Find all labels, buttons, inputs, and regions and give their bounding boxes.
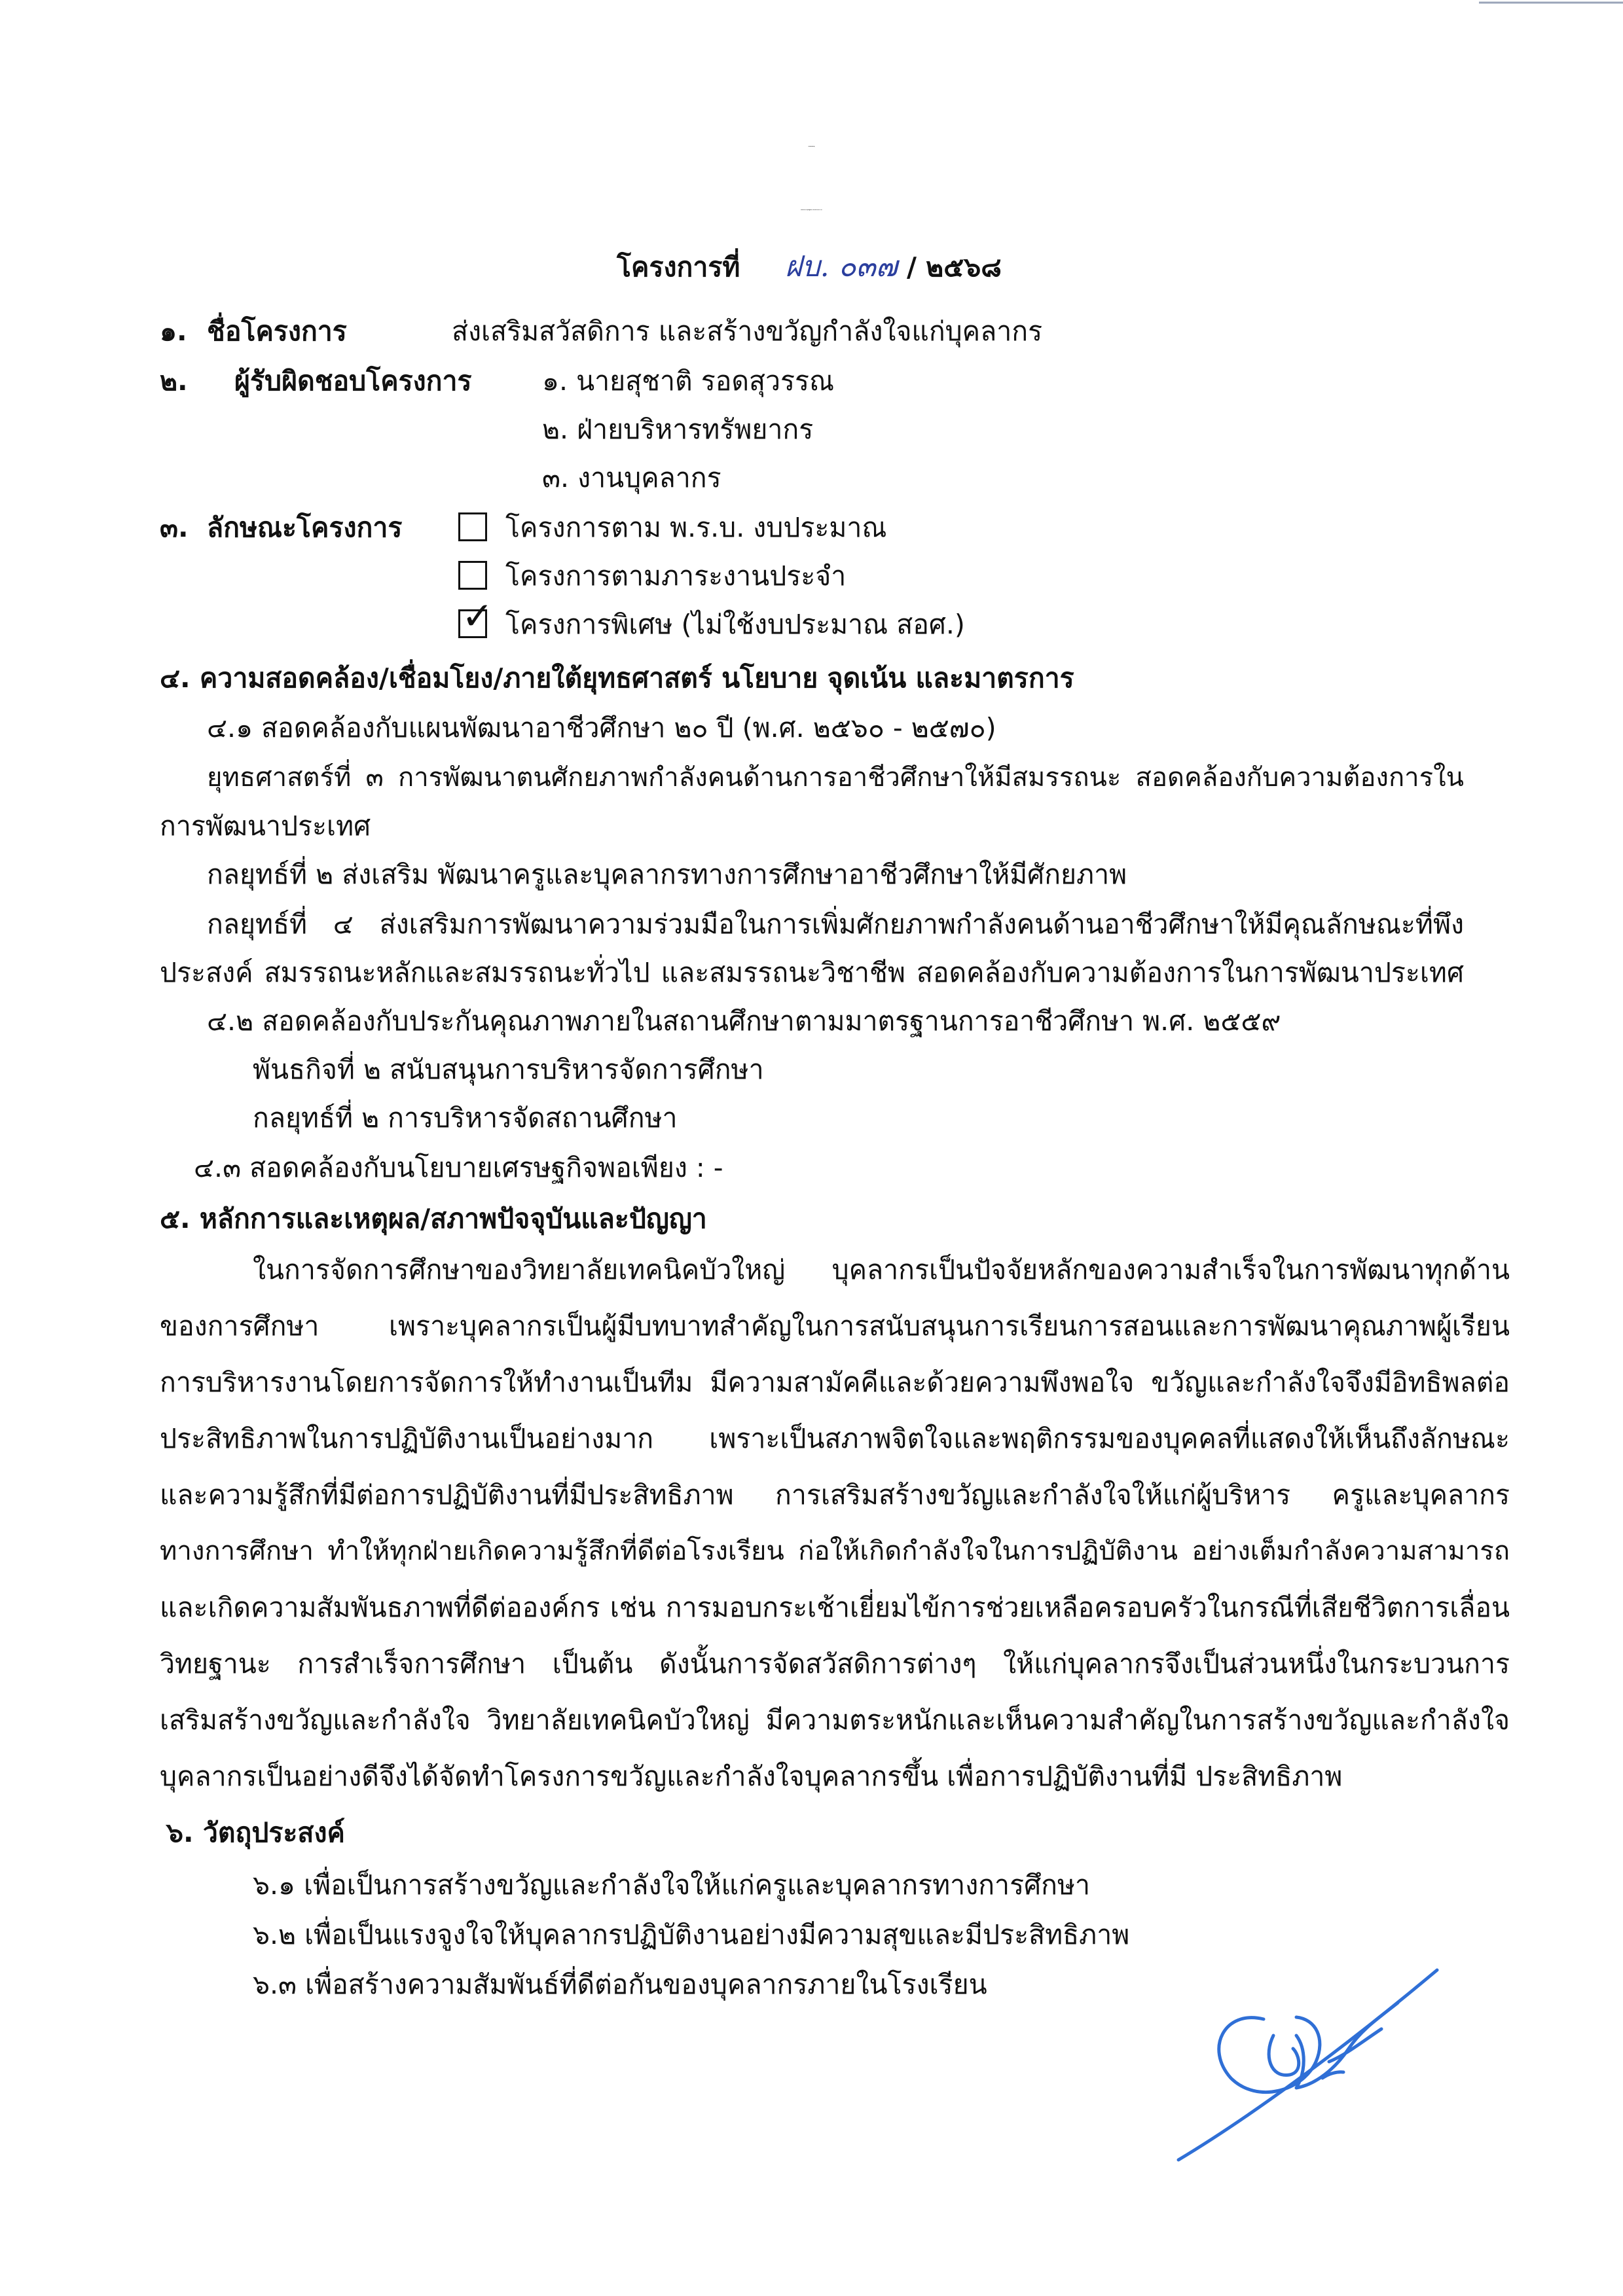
s5-paragraph-line: การบริหารงานโดยการจัดการให้ทำงานเป็นทีม มีความสามัคคีและด้วยความพึงพอใจ ขวัญและกำลังใจจึงมีอิทธิพลต่อ (160, 1367, 1510, 1398)
s4-line: ๔.๑ สอดคล้องกับแผนพัฒนาอาชีวศึกษา ๒๐ ปี (พ.ศ. ๒๕๖๐ - ๒๕๗๐) (207, 712, 996, 744)
check-icon: ✓ (462, 594, 494, 638)
s4-line: กลยุทธ์ที่ ๔ ส่งเสริมการพัฒนาความร่วมมือในการเพิ่มศักยภาพกำลังคนด้านอาชีวศึกษาให้มีคุณลักษณะที่พึง (207, 908, 1464, 940)
s3-option-label: โครงการพิเศษ (ไม่ใช้งบประมาณ สอศ.) (505, 609, 965, 640)
s5-paragraph-line: เสริมสร้างขวัญและกำลังใจ วิทยาลัยเทคนิคบัวใหญ่ มีความตระหนักและเห็นความสำคัญในการสร้างขวัญและกำลังใจ (160, 1704, 1510, 1736)
checkbox-checked[interactable] (458, 594, 494, 638)
s2-item: ๑. นายสุชาติ รอดสุวรรณ (542, 365, 835, 397)
signature-icon (1165, 1957, 1440, 2166)
s5-paragraph-line: ของการศึกษา เพราะบุคลากรเป็นผู้มีบทบาทสำคัญในการสนับสนุนการเรียนการสอนและการพัฒนาคุณภาพผู้เรียน (160, 1310, 1510, 1342)
s6-item: ๖.๓ เพื่อสร้างความสัมพันธ์ที่ดีต่อกันของบุคลากรภายในโรงเรียน (253, 1969, 987, 2000)
project-number-line (617, 247, 1002, 287)
s4-line: พันธกิจที่ ๒ สนับสนุนการบริหารจัดการศึกษา (253, 1054, 764, 1085)
checkbox-unchecked[interactable] (458, 561, 487, 590)
s5-paragraph-line: บุคลากรเป็นอย่างดีจึงได้จัดทำโครงการขวัญและกำลังใจบุคลากรขึ้น เพื่อการปฏิบัติงานที่มี ประสิทธิภาพ (160, 1761, 1343, 1792)
s3-option-label: โครงการตามภาระงานประจำ (505, 560, 847, 592)
scan-edge-mark (1479, 0, 1623, 9)
s2-label: ผู้รับผิดชอบโครงการ (234, 365, 472, 397)
s2-number: ๒. (160, 365, 188, 397)
s6-heading: ๖. วัตถุประสงค์ (166, 1817, 345, 1848)
project-number-label: โครงการที่ (617, 251, 740, 283)
project-number-year: / ๒๕๖๘ (906, 251, 1002, 283)
s5-paragraph-line: และเกิดความสัมพันธภาพที่ดีต่อองค์กร เช่น การมอบกระเช้าเยี่ยมไข้การช่วยเหลือครอบครัวในกรณีที่เสียชีวิตการเลื่อน (160, 1592, 1510, 1623)
s3-option-routine[interactable] (458, 556, 846, 596)
s4-line: ยุทธศาสตร์ที่ ๓ การพัฒนาตนศักยภาพกำลังคนด้านการอาชีวศึกษาให้มีสมรรถนะ สอดคล้องกับความต้องการใน (207, 762, 1464, 793)
s4-line: ประสงค์ สมรรถนะหลักและสมรรถนะทั่วไป และสมรรถนะวิชาชีพ สอดคล้องกับความต้องการในการพัฒนาประเทศ (160, 957, 1464, 988)
project-number-handwritten: ฝบ. ๐๓๗ (784, 250, 898, 283)
s5-paragraph-line: ทางการศึกษา ทำให้ทุกฝ่ายเกิดความรู้สึกที่ดีต่อโรงเรียน ก่อให้เกิดกำลังใจในการปฏิบัติงาน อย่างเต็มกำลังความสามารถ (160, 1536, 1510, 1566)
s4-line: กลยุทธ์ที่ ๒ ส่งเสริม พัฒนาครูและบุคลากรทางการศึกษาอาชีวศึกษาให้มีศักยภาพ (207, 859, 1127, 890)
s4-line: ๔.๓ สอดคล้องกับนโยบายเศรษฐกิจพอเพียง : - (194, 1152, 723, 1183)
s3-option-label: โครงการตาม พ.ร.บ. งบประมาณ (505, 512, 887, 543)
s3-label: ลักษณะโครงการ (207, 512, 403, 543)
s3-option-budget-act[interactable] (458, 508, 886, 547)
s6-item: ๖.๒ เพื่อเป็นแรงจูงใจให้บุคลากรปฏิบัติงานอย่างมีความสุขและมีประสิทธิภาพ (253, 1919, 1130, 1950)
s5-paragraph-line: ประสิทธิภาพในการปฏิบัติงานเป็นอย่างมาก เพราะเป็นสภาพจิตใจและพฤติกรรมของบุคคลที่แสดงให้เห็นถึงลักษณะ (160, 1423, 1510, 1454)
s5-paragraph-line: วิทยฐานะ การสำเร็จการศึกษา เป็นต้น ดังนั้นการจัดสวัสดิการต่างๆ ให้แก่บุคลากรจึงเป็นส่วนหนึ่งในกระบวนการ (160, 1648, 1510, 1679)
s3-number: ๓. (160, 512, 189, 543)
checkbox-unchecked[interactable] (458, 512, 487, 541)
s2-item: ๓. งานบุคลากร (542, 462, 721, 493)
s4-line: การพัฒนาประเทศ (160, 810, 371, 842)
s5-paragraph-line: ในการจัดการศึกษาของวิทยาลัยเทคนิคบัวใหญ่ บุคลากรเป็นปัจจัยหลักของความสำเร็จในการพัฒนาทุกด้าน (253, 1254, 1510, 1285)
s4-line: ๔.๒ สอดคล้องกับประกันคุณภาพภายในสถานศึกษาตามมาตรฐานการอาชีวศึกษา พ.ศ. ๒๕๕๙ (207, 1005, 1281, 1037)
s1-number: ๑. (160, 315, 187, 347)
s4-line: กลยุทธ์ที่ ๒ การบริหารจัดสถานศึกษา (253, 1102, 678, 1134)
s4-heading: ๔. ความสอดคล้อง/เชื่อมโยง/ภายใต้ยุทธศาสตร์ นโยบาย จุดเน้น และมาตรการ (160, 662, 1074, 694)
s6-item: ๖.๑ เพื่อเป็นการสร้างขวัญและกำลังใจให้แก่ครูและบุคลากรทางการศึกษา (253, 1869, 1090, 1901)
s1-label: ชื่อโครงการ (207, 315, 347, 347)
s3-option-special[interactable] (458, 594, 965, 644)
s2-item: ๒. ฝ่ายบริหารทรัพยากร (542, 414, 814, 445)
s5-heading: ๕. หลักการและเหตุผล/สภาพปัจจุบันและปัญญา (160, 1203, 707, 1234)
form-title: แบบเสนอโครงการบรรจุแผนปฏิบัติราชการ ประจำปีงบประมาณ พ.ศ. ๒๕๖๘ (801, 210, 822, 211)
s5-paragraph-line: และความรู้สึกที่มีต่อการปฏิบัติงานที่มีประสิทธิภาพ การเสริมสร้างขวัญและกำลังใจให้แก่ผู้บริหาร ครูและบุคลากร (160, 1479, 1510, 1511)
s1-value: ส่งเสริมสวัสดิการ และสร้างขวัญกำลังใจแก่บุคลากร (452, 315, 1043, 347)
